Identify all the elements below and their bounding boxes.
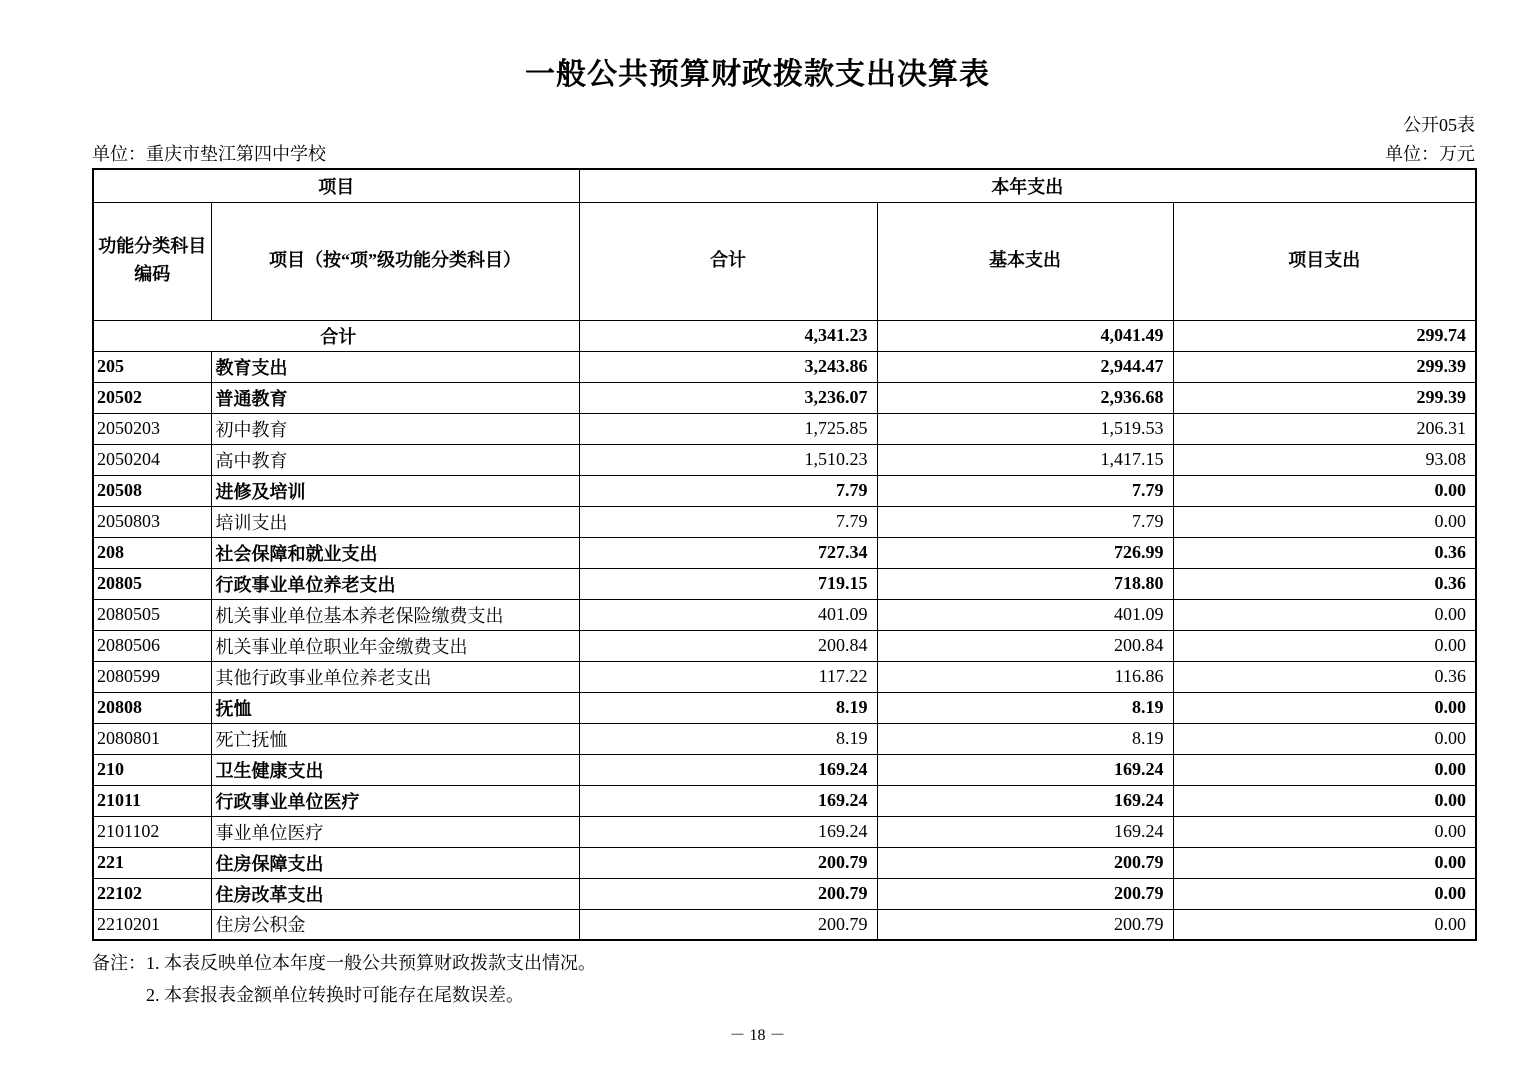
- table-row: [93, 537, 1476, 568]
- header-total: 合计: [579, 202, 877, 320]
- table-row: [93, 320, 1476, 351]
- function-code-cell: 2080506: [93, 630, 211, 661]
- total-value-cell: 169.24: [579, 785, 877, 816]
- table-row: [93, 630, 1476, 661]
- header-project-expenditure: 项目支出: [1173, 202, 1476, 320]
- table-row: [93, 351, 1476, 382]
- total-value-cell: 719.15: [579, 568, 877, 599]
- total-value-cell: 3,236.07: [579, 382, 877, 413]
- project-expenditure-cell: 0.36: [1173, 661, 1476, 692]
- project-expenditure-cell: 206.31: [1173, 413, 1476, 444]
- meta-row: [92, 144, 1475, 166]
- item-name-cell: 进修及培训: [211, 475, 579, 506]
- item-name-cell: 机关事业单位职业年金缴费支出: [211, 630, 579, 661]
- basic-expenditure-cell: 169.24: [877, 785, 1173, 816]
- item-name-cell: 卫生健康支出: [211, 754, 579, 785]
- total-value-cell: 7.79: [579, 475, 877, 506]
- item-name-cell: 死亡抚恤: [211, 723, 579, 754]
- function-code-cell: 2080801: [93, 723, 211, 754]
- function-code-cell: 2050204: [93, 444, 211, 475]
- table-row: [93, 878, 1476, 909]
- total-value-cell: 200.79: [579, 909, 877, 940]
- table-row: [93, 723, 1476, 754]
- total-value-cell: 1,725.85: [579, 413, 877, 444]
- project-expenditure-cell: 0.00: [1173, 909, 1476, 940]
- function-code-cell: 210: [93, 754, 211, 785]
- total-value-cell: 7.79: [579, 506, 877, 537]
- total-value-cell: 4,341.23: [579, 320, 877, 351]
- function-code-cell: 2050803: [93, 506, 211, 537]
- header-basic-expenditure: 基本支出: [877, 202, 1173, 320]
- table-row: [93, 413, 1476, 444]
- table-code-label: 公开05表: [1403, 115, 1475, 135]
- basic-expenditure-cell: 116.86: [877, 661, 1173, 692]
- table-row: [93, 692, 1476, 723]
- function-code-cell: 21011: [93, 785, 211, 816]
- table-row: [93, 506, 1476, 537]
- header-group-row: [93, 169, 1476, 202]
- total-value-cell: 727.34: [579, 537, 877, 568]
- function-code-cell: 221: [93, 847, 211, 878]
- basic-expenditure-cell: 169.24: [877, 754, 1173, 785]
- table-row: [93, 382, 1476, 413]
- function-code-cell: 2080599: [93, 661, 211, 692]
- total-value-cell: 1,510.23: [579, 444, 877, 475]
- item-name-cell: 住房公积金: [211, 909, 579, 940]
- project-expenditure-cell: 299.39: [1173, 382, 1476, 413]
- item-name-cell: 初中教育: [211, 413, 579, 444]
- function-code-cell: 2210201: [93, 909, 211, 940]
- function-code-cell: 20808: [93, 692, 211, 723]
- function-code-cell: 20805: [93, 568, 211, 599]
- project-expenditure-cell: 0.00: [1173, 630, 1476, 661]
- function-code-cell: 22102: [93, 878, 211, 909]
- project-expenditure-cell: 0.00: [1173, 754, 1476, 785]
- basic-expenditure-cell: 200.79: [877, 909, 1173, 940]
- basic-expenditure-cell: 200.84: [877, 630, 1173, 661]
- project-expenditure-cell: 0.00: [1173, 847, 1476, 878]
- basic-expenditure-cell: 200.79: [877, 878, 1173, 909]
- basic-expenditure-cell: 7.79: [877, 506, 1173, 537]
- total-value-cell: 200.84: [579, 630, 877, 661]
- item-name-cell: 行政事业单位养老支出: [211, 568, 579, 599]
- total-value-cell: 401.09: [579, 599, 877, 630]
- basic-expenditure-cell: 2,936.68: [877, 382, 1173, 413]
- function-code-cell: 2080505: [93, 599, 211, 630]
- project-expenditure-cell: 0.36: [1173, 568, 1476, 599]
- item-name-cell: 教育支出: [211, 351, 579, 382]
- header-function-code-line1: 功能分类科目: [98, 236, 207, 257]
- item-name-cell: 事业单位医疗: [211, 816, 579, 847]
- function-code-cell: 20508: [93, 475, 211, 506]
- project-expenditure-cell: 299.39: [1173, 351, 1476, 382]
- item-name-cell: 住房保障支出: [211, 847, 579, 878]
- function-code-cell: 2050203: [93, 413, 211, 444]
- item-name-cell: 高中教育: [211, 444, 579, 475]
- total-value-cell: 117.22: [579, 661, 877, 692]
- project-expenditure-cell: 0.00: [1173, 785, 1476, 816]
- expenditure-table: [92, 168, 1477, 941]
- note-line-2: 2. 本套报表金额单位转换时可能存在尾数误差。: [146, 984, 524, 1005]
- basic-expenditure-cell: 2,944.47: [877, 351, 1173, 382]
- table-row: [93, 785, 1476, 816]
- total-value-cell: 8.19: [579, 723, 877, 754]
- item-name-cell: 住房改革支出: [211, 878, 579, 909]
- table-row: [93, 816, 1476, 847]
- table-row: [93, 475, 1476, 506]
- notes: [92, 953, 1515, 1006]
- project-expenditure-cell: 0.00: [1173, 723, 1476, 754]
- page-number: － 18 －: [729, 1027, 786, 1044]
- project-expenditure-cell: 0.36: [1173, 537, 1476, 568]
- header-item: 项目（按“项”级功能分类科目）: [211, 202, 579, 320]
- basic-expenditure-cell: 718.80: [877, 568, 1173, 599]
- basic-expenditure-cell: 8.19: [877, 723, 1173, 754]
- basic-expenditure-cell: 726.99: [877, 537, 1173, 568]
- basic-expenditure-cell: 1,417.15: [877, 444, 1173, 475]
- table-row: [93, 599, 1476, 630]
- basic-expenditure-cell: 8.19: [877, 692, 1173, 723]
- item-name-cell: 社会保障和就业支出: [211, 537, 579, 568]
- basic-expenditure-cell: 7.79: [877, 475, 1173, 506]
- org-unit-label: 单位：重庆市垫江第四中学校: [92, 143, 326, 164]
- total-row-label-cell: 合计: [93, 320, 579, 351]
- project-expenditure-cell: 299.74: [1173, 320, 1476, 351]
- basic-expenditure-cell: 169.24: [877, 816, 1173, 847]
- project-expenditure-cell: 0.00: [1173, 816, 1476, 847]
- total-value-cell: 200.79: [579, 847, 877, 878]
- total-value-cell: 8.19: [579, 692, 877, 723]
- project-expenditure-cell: 0.00: [1173, 878, 1476, 909]
- header-function-code: [93, 202, 211, 320]
- table-row: [93, 909, 1476, 940]
- project-expenditure-cell: 93.08: [1173, 444, 1476, 475]
- total-value-cell: 169.24: [579, 754, 877, 785]
- function-code-cell: 2101102: [93, 816, 211, 847]
- function-code-cell: 20502: [93, 382, 211, 413]
- basic-expenditure-cell: 1,519.53: [877, 413, 1173, 444]
- header-group-current-year-expenditure: 本年支出: [579, 169, 1476, 202]
- header-function-code-line2: 编码: [134, 264, 171, 285]
- item-name-cell: 其他行政事业单位养老支出: [211, 661, 579, 692]
- table-row: [93, 444, 1476, 475]
- header-group-project: 项目: [93, 169, 579, 202]
- item-name-cell: 机关事业单位基本养老保险缴费支出: [211, 599, 579, 630]
- project-expenditure-cell: 0.00: [1173, 506, 1476, 537]
- project-expenditure-cell: 0.00: [1173, 475, 1476, 506]
- table-row: [93, 754, 1476, 785]
- item-name-cell: 培训支出: [211, 506, 579, 537]
- header-columns-row: [93, 202, 1476, 320]
- table-row: [93, 847, 1476, 878]
- function-code-cell: 205: [93, 351, 211, 382]
- total-value-cell: 3,243.86: [579, 351, 877, 382]
- basic-expenditure-cell: 200.79: [877, 847, 1173, 878]
- basic-expenditure-cell: 4,041.49: [877, 320, 1173, 351]
- table-row: [93, 568, 1476, 599]
- project-expenditure-cell: 0.00: [1173, 599, 1476, 630]
- item-name-cell: 抚恤: [211, 692, 579, 723]
- table-row: [93, 661, 1476, 692]
- project-expenditure-cell: 0.00: [1173, 692, 1476, 723]
- function-code-cell: 208: [93, 537, 211, 568]
- item-name-cell: 普通教育: [211, 382, 579, 413]
- basic-expenditure-cell: 401.09: [877, 599, 1173, 630]
- note-line-1: 备注：1. 本表反映单位本年度一般公共预算财政拨款支出情况。: [92, 953, 596, 974]
- currency-unit-label: 单位：万元: [1385, 143, 1475, 164]
- item-name-cell: 行政事业单位医疗: [211, 785, 579, 816]
- total-value-cell: 200.79: [579, 878, 877, 909]
- total-value-cell: 169.24: [579, 816, 877, 847]
- page-title: 一般公共预算财政拨款支出决算表: [525, 58, 990, 91]
